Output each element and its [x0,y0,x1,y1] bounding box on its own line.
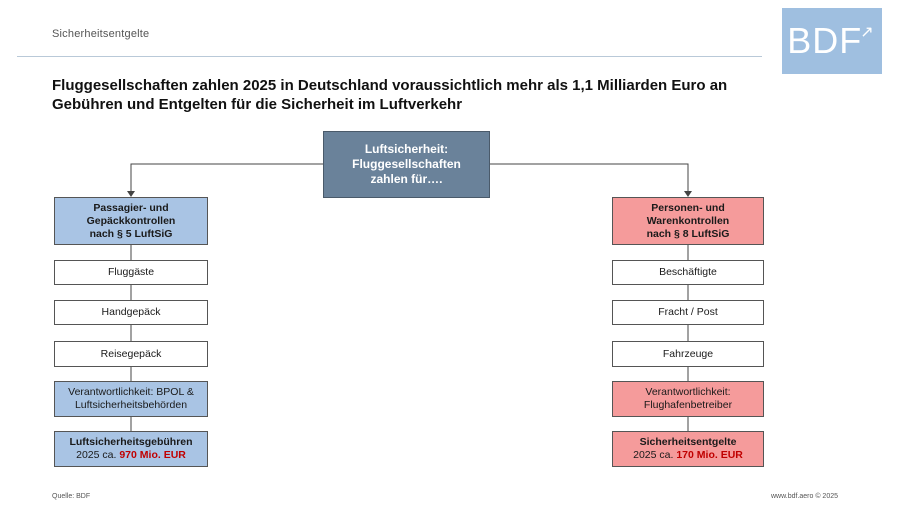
left-heading-line-3: nach § 5 LuftSiG [89,227,173,240]
arrow-icon: ↗ [860,24,875,41]
footer-source: Quelle: BDF [52,493,91,500]
right-heading-line-1: Personen- und [651,201,725,214]
right-heading-line-3: nach § 8 LuftSiG [646,227,730,240]
left-responsibility-box [54,381,208,417]
left-heading-box [54,197,208,245]
footer-website: www.bdf.aero © 2025 [770,493,838,500]
left-heading-line-1: Passagier- und [93,201,169,214]
root-line-1: Luftsicherheit: [364,142,449,156]
right-responsibility-line-2: Flughafenbetreiber [643,399,733,411]
headline: Fluggesellschaften zahlen 2025 in Deutschland voraussichtlich mehr als 1,1 Milliarden Euro an Gebühren und Entgelten für die Sicherheit im Luftverkehr [52,77,728,113]
left-responsibility-line-1: Verantwortlichkeit: BPOL & [68,386,194,398]
right-heading-box [612,197,764,245]
left-total-prefix: 2025 ca. [76,449,117,461]
root-line-3: zahlen für…. [370,172,443,186]
left-total-amount: 970 Mio. EUR [119,449,186,461]
root-line-2: Fluggesellschaften [352,157,461,171]
left-responsibility-line-2: Luftsicherheitsbehörden [74,399,188,411]
right-total-prefix: 2025 ca. [633,449,674,461]
left-total-title: Luftsicherheitsgebühren [69,436,193,448]
right-total-line [633,449,743,462]
left-item-checked-luggage: Reisegepäck [54,341,208,367]
left-heading-line-2: Gepäckkontrollen [86,214,176,227]
right-total-title: Sicherheitsentgelte [639,436,737,448]
connector-root-right [490,164,688,192]
right-total-box [612,431,764,467]
section-label: Sicherheitsentgelte [52,28,150,40]
right-responsibility-box [612,381,764,417]
right-responsibility-line-1: Verantwortlichkeit: [645,386,731,398]
connector-root-left [131,164,323,192]
logo-text: BDF [787,20,863,61]
right-item-vehicles: Fahrzeuge [612,341,764,367]
left-total-box [54,431,208,467]
right-item-freight-post: Fracht / Post [612,300,764,325]
left-item-hand-luggage: Handgepäck [54,300,208,325]
left-total-line [76,449,186,462]
root-box [323,131,490,198]
right-total-amount: 170 Mio. EUR [676,449,743,461]
right-item-employees: Beschäftigte [612,260,764,285]
left-item-passengers: Fluggäste [54,260,208,285]
right-heading-line-2: Warenkontrollen [646,214,730,227]
